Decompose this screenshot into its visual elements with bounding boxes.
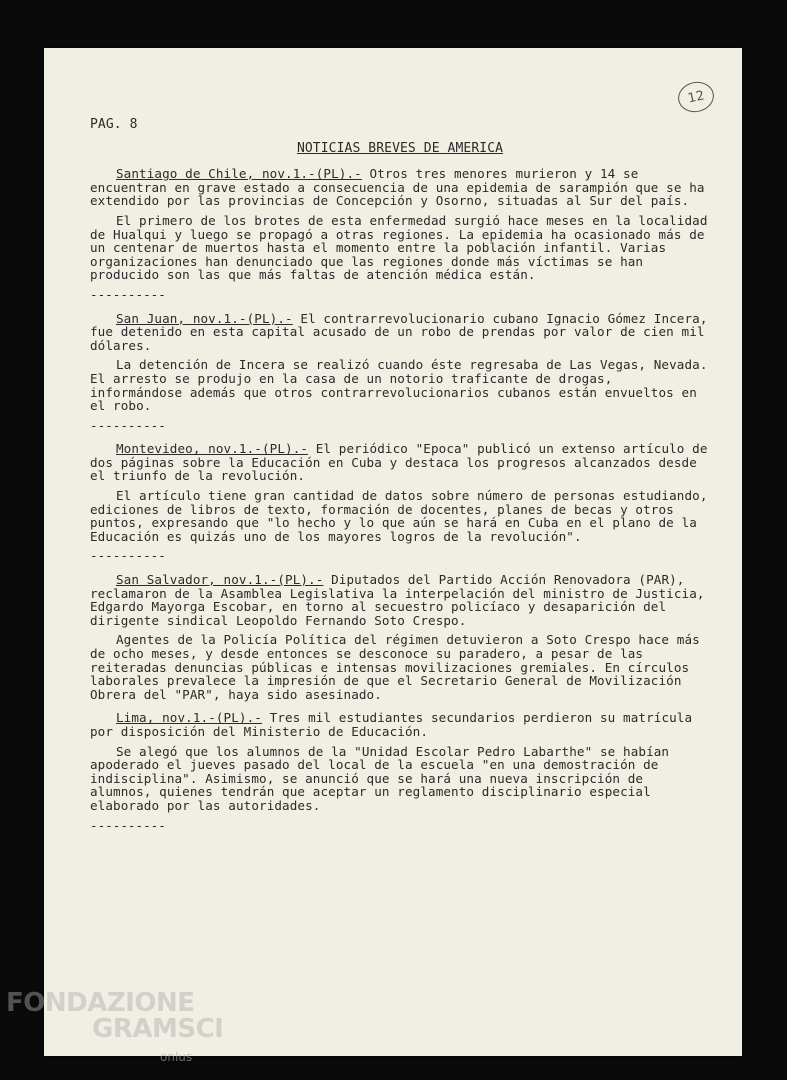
news-paragraph: Agentes de la Policía Política del régimen detuvieron a Soto Crespo hace más de ocho meses, y desde entonces se desconoce su paradero, a pesar de las reiteradas denuncias públicas e intensas movilizaciones gremiales. En círculos laborales prevalece la impresión de que el Secretario General de Movilización Obrera del "PAR", haya sido asesinado. — [90, 632, 700, 702]
separator-rule: ---------- — [90, 817, 166, 833]
news-paragraph: Se alegó que los alumnos de la "Unidad Escolar Pedro Labarthe" se habían apoderado el jueves pasado del local de la escuela "en una demostración de indisciplina". Asimismo, se anunció que se hará una nueva inscripción de alumnos, quienes tendrán que aceptar un reglamento disciplinario especial elaborado por las autoridades. — [90, 743, 670, 813]
news-item — [90, 442, 710, 563]
news-item — [90, 167, 710, 301]
news-item — [90, 573, 710, 701]
page-number: PAG. 8 — [90, 117, 138, 132]
document-body — [90, 118, 710, 842]
dateline: Lima, nov.1.-(PL).- — [116, 710, 262, 726]
archive-number-stamp: 12 — [675, 79, 716, 116]
news-item — [90, 711, 710, 832]
news-paragraph: Santiago de Chile, nov.1.-(PL).- Otros tres menores murieron y 14 se encuentran en grave estado a consecuencia de una epidemia de sarampión que se ha extendido por las provincias de Concepción y Osorno, situadas al Sur del país. — [90, 166, 705, 209]
news-paragraph: La detención de Incera se realizó cuando éste regresaba de Las Vegas, Nevada. El arresto se produjo en la casa de un notorio traficante de drogas, informándose además que otros contrarrevolucionarios cubanos están envueltos en el robo. — [90, 357, 708, 414]
dateline: Montevideo, nov.1.-(PL).- — [116, 441, 309, 457]
separator-rule: ---------- — [90, 286, 166, 302]
news-item — [90, 312, 710, 433]
document-page — [44, 48, 742, 1056]
news-paragraph: San Salvador, nov.1.-(PL).- Diputados del Partido Acción Renovadora (PAR), reclamaron de la Asamblea Legislativa la interpelación del ministro de Justicia, Edgardo Mayorga Escobar, en torno al secuestro policíaco y desaparición del dirigente sindical Leopoldo Fernando Soto Crespo. — [90, 572, 705, 628]
dateline: San Salvador, nov.1.-(PL).- — [116, 572, 324, 588]
separator-rule: ---------- — [90, 417, 166, 433]
separator-rule: ---------- — [90, 548, 166, 564]
dateline: Santiago de Chile, nov.1.-(PL).- — [116, 166, 362, 182]
page-title: NOTICIAS BREVES DE AMERICA — [296, 140, 504, 156]
watermark-suffix: onlus — [160, 1050, 193, 1064]
fondazione-gramsci-watermark — [6, 990, 223, 1042]
watermark-line-1: FONDAZIONE — [6, 988, 195, 1018]
watermark-line-2: GRAMSCI — [92, 1014, 224, 1044]
news-paragraph: El artículo tiene gran cantidad de datos sobre número de personas estudiando, ediciones de libros de texto, formación de docentes, planes de becas y otros puntos, expresando que "lo hecho y lo que aún se hará en Cuba en el plano de la Educación es quizás uno de los mayores logros de la revolución". — [90, 488, 708, 544]
news-paragraph: El primero de los brotes de esta enfermedad surgió hace meses en la localidad de Hualqui y luego se propagó a otras regiones. La epidemia ha ocasionado más de un centenar de muertos hasta el momento entre la población infantil. Varias organizaciones han denunciado que las regiones donde más víctimas se han producido son las que más faltas de atención médica están. — [90, 212, 708, 283]
news-paragraph: Lima, nov.1.-(PL).- Tres mil estudiantes secundarios perdieron su matrícula por disposición del Ministerio de Educación. — [90, 710, 693, 739]
news-paragraph: San Juan, nov.1.-(PL).- El contrarrevolucionario cubano Ignacio Gómez Incera, fue detenido en esta capital acusado de un robo de prendas por valor de cien mil dólares. — [90, 310, 708, 353]
dateline: San Juan, nov.1.-(PL).- — [116, 310, 293, 326]
news-paragraph: Montevideo, nov.1.-(PL).- El periódico "Epoca" publicó un extenso artículo de dos páginas sobre la Educación en Cuba y destaca los progresos alcanzados desde el triunfo de la revolución. — [90, 441, 708, 484]
